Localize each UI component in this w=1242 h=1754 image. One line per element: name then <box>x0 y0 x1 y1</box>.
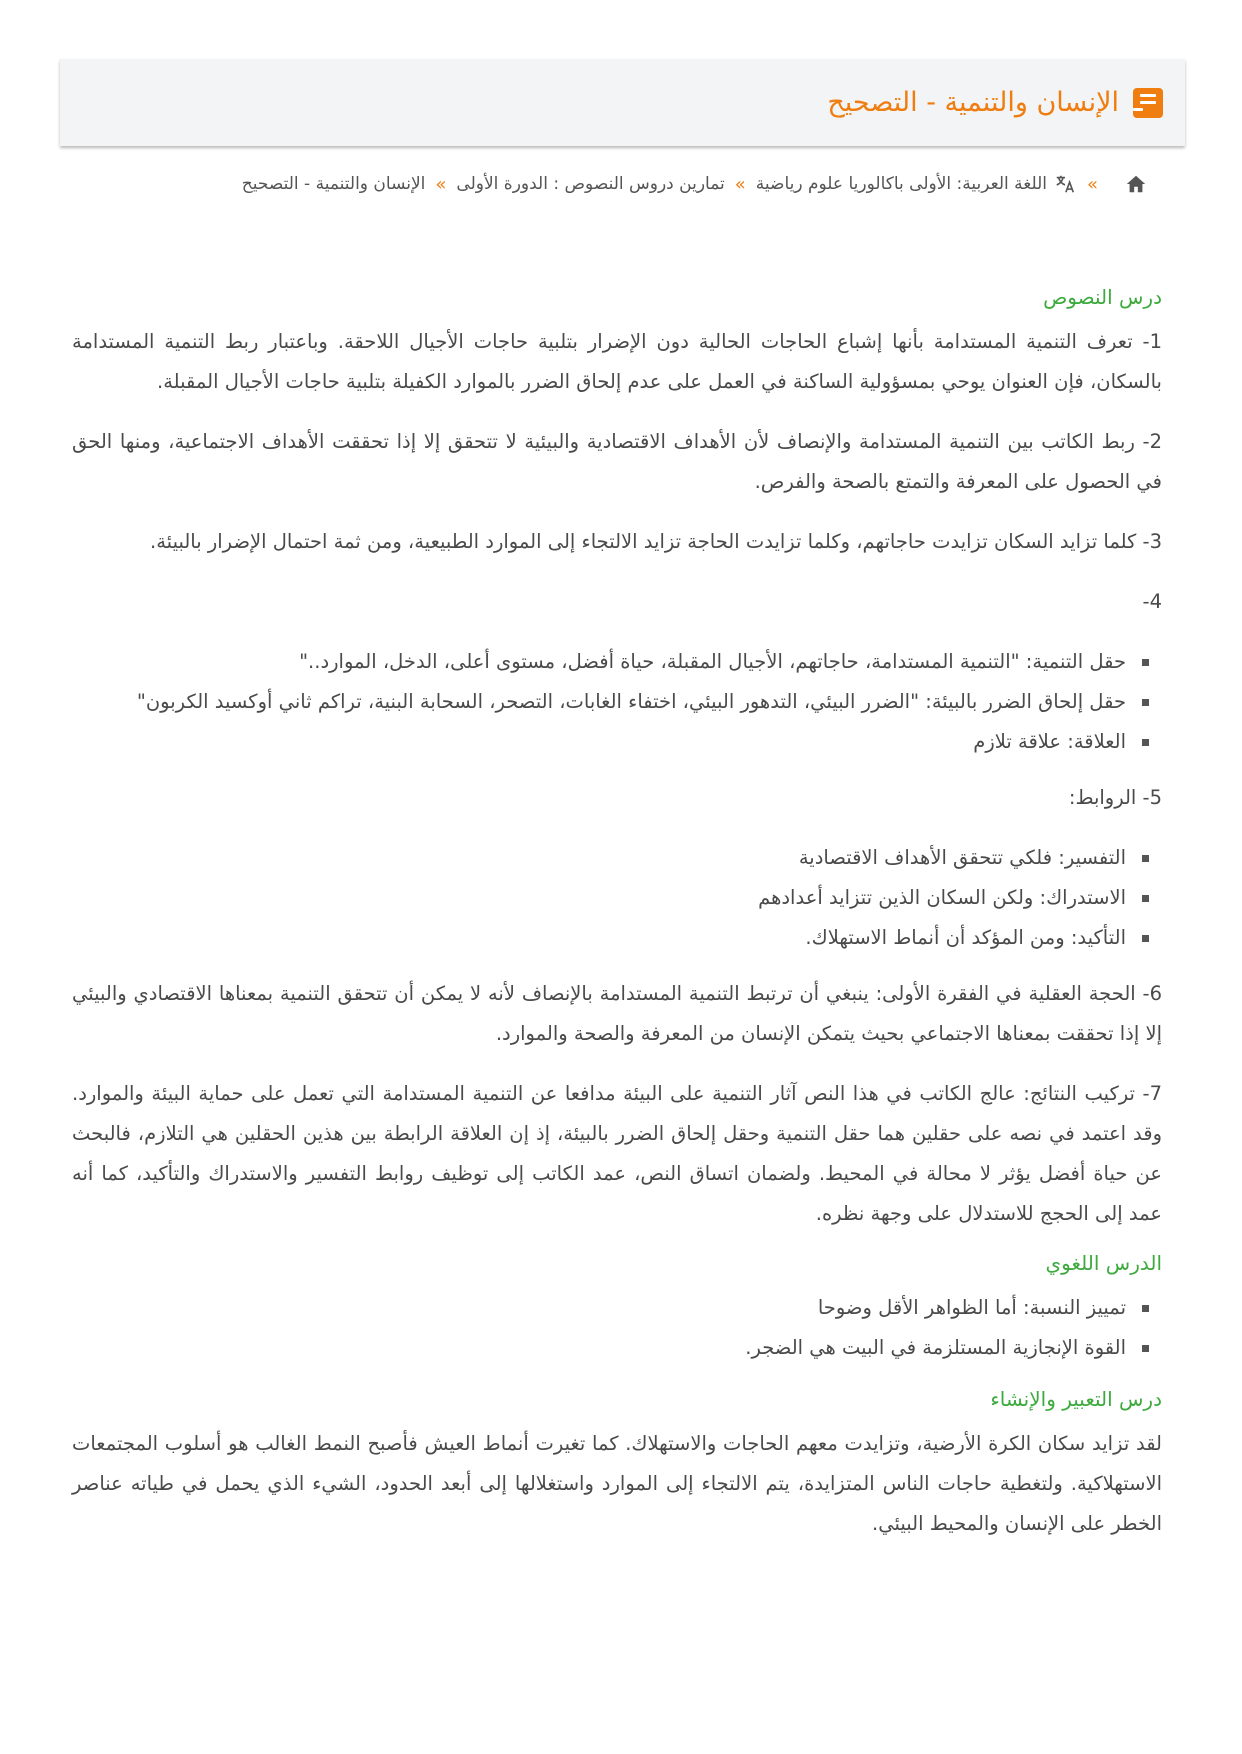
answer-5-label: 5- الروابط: <box>1068 786 1162 809</box>
list-item: حقل إلحاق الضرر بالبيئة: "الضرر البيئي، التدهور البيئي، اختفاء الغابات، التصحر، السحابة البنية، تراكم ثاني أوكسيد الكربون" <box>72 682 1126 722</box>
breadcrumb-separator: » <box>734 173 746 195</box>
answer-7: 7- تركيب النتائج: عالج الكاتب في هذا النص آثار التنمية على البيئة مدافعا عن التنمية المستدامة التي تعمل على حماية البيئة والموارد. وقد اعتمد في نصه على حقلين هما حقل التنمية وحقل إلحاق الضرر بالبيئة، إذ إن العلاقة الرابطة بين هذين الحقلين هي التلازم، فالبحث عن حياة أفضل يؤثر لا محالة في المحيط. ولضمان اتساق النص، عمد الكاتب إلى توظيف روابط التفسير والاستدراك والتأكيد، كما أنه عمد إلى الحجج للاستدلال على وجهة نظره. <box>72 1082 1162 1225</box>
list-item: الاستدراك: ولكن السكان الذين تتزايد أعدادهم <box>72 878 1126 918</box>
breadcrumb-separator: » <box>435 173 447 195</box>
section-heading-expression: درس التعبير والإنشاء <box>990 1387 1162 1411</box>
list-item: التفسير: فلكي تتحقق الأهداف الاقتصادية <box>72 838 1126 878</box>
section-heading-texts: درس النصوص <box>1043 285 1162 309</box>
list-item: حقل التنمية: "التنمية المستدامة، حاجاتهم، الأجيال المقبلة، حياة أفضل، مستوى أعلى، الدخل، الموارد.." <box>72 642 1126 682</box>
answer-6: 6- الحجة العقلية في الفقرة الأولى: ينبغي أن ترتبط التنمية المستدامة بالإنصاف لأنه لا يمكن أن تتحقق التنمية بمعناها الاقتصادي والبيئي إلا إذا تحققت بمعناها الاجتماعي بحيث يتمكن الإنسان من المعرفة والصحة والموارد. <box>72 982 1162 1045</box>
breadcrumb-item-current: الإنسان والتنمية - التصحيح <box>241 174 426 194</box>
breadcrumb <box>60 167 1148 201</box>
page-title: الإنسان والتنمية - التصحيح <box>827 87 1119 118</box>
expression-paragraph: لقد تزايد سكان الكرة الأرضية، وتزايدت معهم الحاجات والاستهلاك. كما تغيرت أنماط العيش فأصبح النمط الغالب هو أسلوب المجتمعات الاستهلاكية. ولتغطية حاجات الناس المتزايدة، يتم الالتجاء إلى الموارد واستغلالها إلى أبعد الحدود، الشيء الذي يحمل في طياته عناصر الخطر على الإنسان والمحيط البيئي. <box>72 1432 1162 1535</box>
breadcrumb-item-exercises[interactable]: تمارين دروس النصوص : الدورة الأولى <box>456 174 725 194</box>
language-list <box>72 1288 1162 1368</box>
list-item: القوة الإنجازية المستلزمة في البيت هي الضجر. <box>72 1328 1126 1368</box>
page-header <box>60 59 1185 146</box>
answer-4-label: 4- <box>1142 590 1162 613</box>
answer-3: 3- كلما تزايد السكان تزايدت حاجاتهم، وكلما تزايدت الحاجة تزايد الالتجاء إلى الموارد الطبيعية، ومن ثمة احتمال الإضرار بالبيئة. <box>150 530 1162 553</box>
translate-icon <box>1053 173 1077 195</box>
list-item: تمييز النسبة: أما الظواهر الأقل وضوحا <box>72 1288 1126 1328</box>
answer-1: 1- تعرف التنمية المستدامة بأنها إشباع الحاجات الحالية دون الإضرار بتلبية حاجات الأجيال اللاحقة. وباعتبار ربط التنمية المستدامة بالسكان، فإن العنوان يوحي بمسؤولية الساكنة في العمل على عدم إلحاق الضرر بالموارد الكفيلة بتلبية حاجات الأجيال المقبلة. <box>72 330 1162 393</box>
home-icon[interactable] <box>1124 173 1148 195</box>
answer-4-list <box>72 642 1162 762</box>
answer-2: 2- ربط الكاتب بين التنمية المستدامة والإنصاف لأن الأهداف الاقتصادية والبيئية لا تتحقق إلا إذا تحققت الأهداف الاجتماعية، ومنها الحق في الحصول على المعرفة والتمتع بالصحة والفرص. <box>72 430 1162 493</box>
breadcrumb-item-arabic[interactable]: اللغة العربية: الأولى باكالوريا علوم رياضية <box>755 174 1047 194</box>
answer-5-list <box>72 838 1162 958</box>
article-icon <box>1133 88 1163 118</box>
list-item: العلاقة: علاقة تلازم <box>72 722 1126 762</box>
breadcrumb-separator: » <box>1086 173 1098 195</box>
list-item: التأكيد: ومن المؤكد أن أنماط الاستهلاك. <box>72 918 1126 958</box>
article-content <box>72 282 1162 1564</box>
section-heading-language: الدرس اللغوي <box>1045 1251 1162 1275</box>
